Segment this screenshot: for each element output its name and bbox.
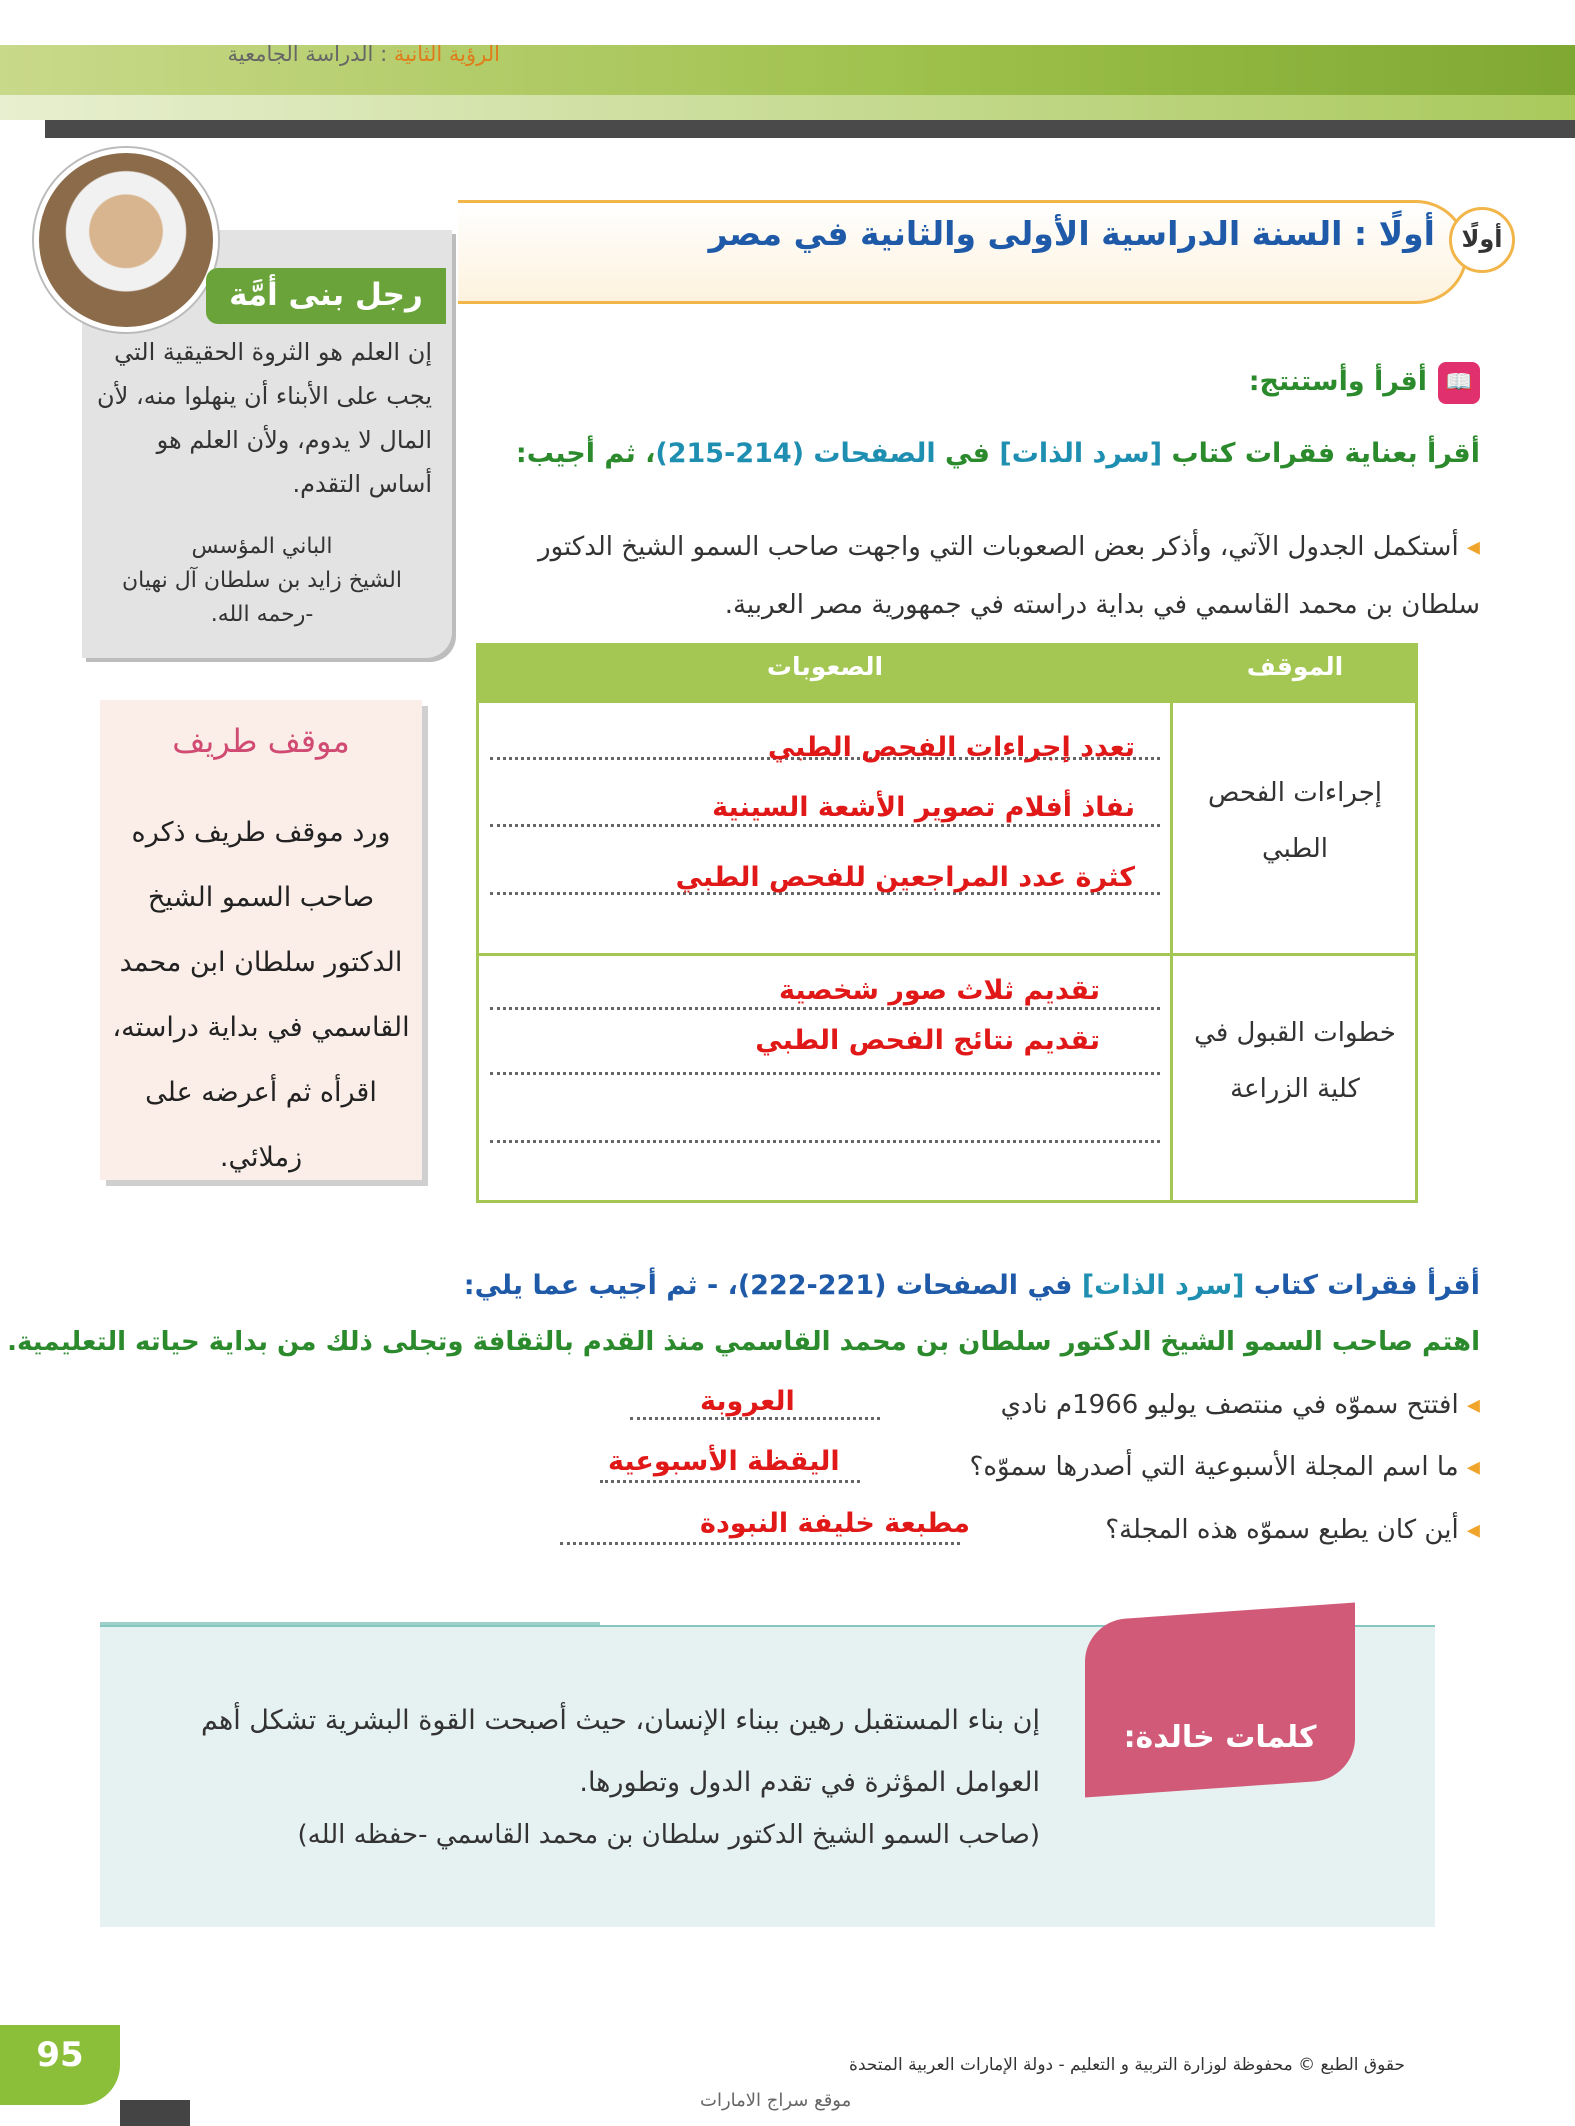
breadcrumb-part1: الرؤية الثانية — [393, 42, 500, 66]
question-3-text: أين كان يطبع سموّه هذه المجلة؟ — [1105, 1515, 1459, 1545]
question-1 — [1001, 1390, 1480, 1420]
reading-instruction — [516, 438, 1480, 469]
table-row-2-answer-2: تقديم نتائج الفحص الطبي — [755, 1025, 1100, 1056]
question-2-answer: اليقظة الأسبوعية — [608, 1446, 840, 1477]
table-row-2-position: خطوات القبول في كلية الزراعة — [1194, 1018, 1396, 1104]
header-band-light — [0, 95, 1575, 120]
everlasting-words-attribution: (صاحب السمو الشيخ الدكتور سلطان بن محمد القاسمي -حفظه الله) — [297, 1820, 1040, 1850]
instr-pages: الصفحات (214-215) — [655, 438, 936, 469]
quote-attr-line1: الباني المؤسس — [191, 534, 333, 559]
table-row-1-answer-2: نفاذ أفلام تصوير الأشعة السينية — [712, 792, 1135, 823]
footer-dark-strip — [120, 2100, 190, 2126]
section-title: أولًا : السنة الدراسية الأولى والثانية في مصر — [708, 214, 1435, 253]
table-row-2-answer-1: تقديم ثلاث صور شخصية — [778, 975, 1100, 1006]
everlasting-words-text: إن بناء المستقبل رهين ببناء الإنسان، حيث أصبحت القوة البشرية تشكل أهم العوامل المؤثرة في تقدم الدول وتطورها. — [201, 1705, 1040, 1798]
instr2-part-b: في الصفحات (221-222)، - ثم أجيب عما يلي: — [463, 1270, 1082, 1301]
table-row-1-answer-1: تعدد إجراءات الفحص الطبي — [767, 732, 1135, 763]
table-header-difficulties: الصعوبات — [766, 652, 884, 681]
table-instruction-text: أستكمل الجدول الآتي، وأذكر بعض الصعوبات التي واجهت صاحب السمو الشيخ الدكتور سلطان بن محمد القاسمي في بداية دراسته في جمهورية مصر العربية. — [538, 532, 1480, 620]
table-column-divider — [1170, 643, 1173, 1203]
table-instruction — [470, 518, 1480, 634]
everlasting-words-label: كلمات خالدة: — [1123, 1720, 1317, 1755]
bullet-icon: ◂ — [1458, 532, 1480, 562]
answer-line — [560, 1540, 960, 1545]
bullet-icon: ◂ — [1458, 1390, 1480, 1420]
question-1-answer: العروبة — [700, 1386, 795, 1417]
quote-attr-line3: -رحمه الله. — [210, 602, 314, 627]
table-row-1-position: إجراءات الفحص الطبي — [1208, 778, 1382, 864]
answer-line — [600, 1478, 860, 1483]
instr-book-title: [سرد الذات] — [999, 438, 1163, 469]
story-text: ورد موقف طريف ذكره صاحب السمو الشيخ الدكتور سلطان ابن محمد القاسمي في بداية دراسته، اقرأه ثم أعرضه على زملائي. — [112, 817, 410, 1173]
bullet-icon: ◂ — [1458, 1452, 1480, 1482]
bullet-icon: ◂ — [1458, 1515, 1480, 1545]
story-title: موقف طريف — [172, 722, 350, 760]
quote-text: إن العلم هو الثروة الحقيقية التي يجب على الأبناء أن ينهلوا منه، لأن المال لا يدوم، ولأن العلم هو أساس التقدم. — [97, 338, 432, 498]
copyright-notice: حقوق الطبع © محفوظة لوزارة التربية و التعليم - دولة الإمارات العربية المتحدة — [849, 2055, 1405, 2075]
breadcrumb-part2: الدراسة الجامعية — [227, 42, 374, 66]
header-band-dark — [45, 120, 1575, 138]
question-3 — [1105, 1515, 1480, 1545]
page-number: 95 — [36, 2035, 84, 2075]
difficulties-table — [476, 643, 1418, 1203]
question-1-text: افتتح سموّه في منتصف يوليو 1966م نادي — [1000, 1390, 1459, 1420]
question-2-text: ما اسم المجلة الأسبوعية التي أصدرها سموّه؟ — [969, 1452, 1459, 1482]
table-header-position: الموقف — [1246, 652, 1344, 681]
second-instruction — [464, 1270, 1480, 1301]
instr2-book-title: [سرد الذات] — [1081, 1270, 1245, 1301]
table-row-1-answer-3: كثرة عدد المراجعين للفحص الطبي — [675, 862, 1135, 893]
question-2 — [970, 1452, 1480, 1482]
read-infer-heading: أقرأ وأستنتج: — [1248, 366, 1427, 397]
breadcrumb-separator: : — [373, 42, 394, 66]
breadcrumb — [227, 42, 500, 66]
site-name: موقع سراج الامارات — [700, 2090, 852, 2111]
section-number-badge: أولًا — [1449, 207, 1515, 273]
instr-part-c: ، ثم أجيب: — [515, 438, 656, 469]
quote-attr-line2: الشيخ زايد بن سلطان آل نهيان — [121, 568, 402, 593]
quote-title: رجل بنى أمَّة — [206, 268, 446, 324]
instr2-part-a: أقرأ فقرات كتاب — [1244, 1270, 1480, 1301]
answer-line — [490, 1138, 1160, 1143]
table-row-divider — [476, 953, 1418, 956]
instr-part-b: في — [935, 438, 1000, 469]
book-icon: 📖 — [1438, 362, 1480, 404]
instr-part-a: أقرأ بعناية فقرات كتاب — [1162, 438, 1480, 469]
answer-line — [490, 1070, 1160, 1075]
portrait-image — [34, 148, 218, 332]
quote-attribution — [92, 530, 432, 632]
question-3-answer: مطبعة خليفة النبودة — [700, 1508, 970, 1539]
second-intro: اهتم صاحب السمو الشيخ الدكتور سلطان بن محمد القاسمي منذ القدم بالثقافة وتجلى ذلك من بداية حياته التعليمية. — [7, 1327, 1480, 1357]
everlasting-words-top-line — [100, 1622, 600, 1625]
everlasting-words-tag — [1085, 1603, 1355, 1798]
